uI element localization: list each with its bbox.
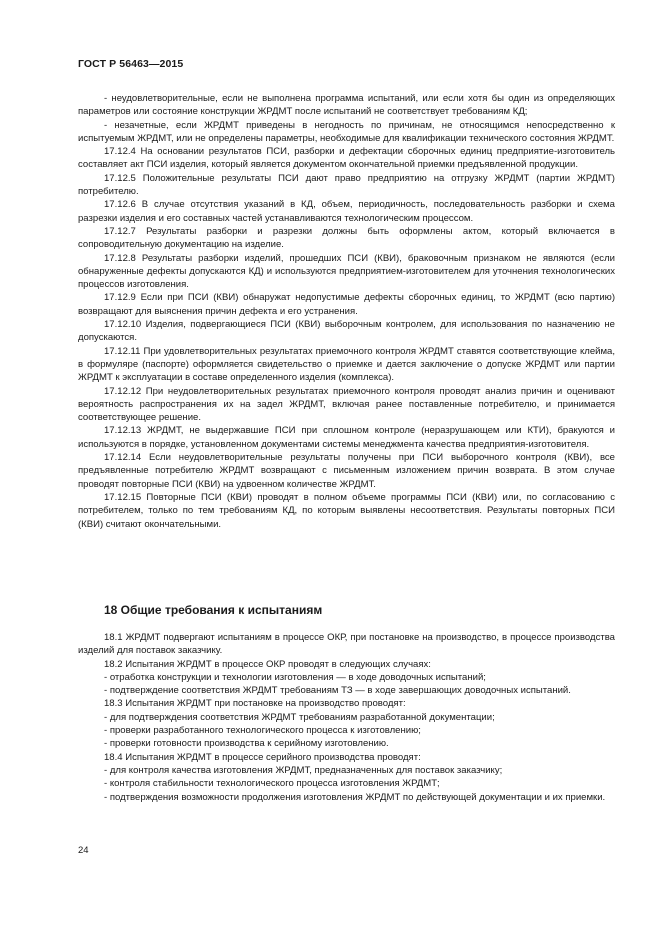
paragraph: 17.12.5 Положительные результаты ПСИ дают право предприятию на отгрузку ЖРДМТ (партии ЖРДМТ) потребителю. [78,172,615,198]
paragraph: 17.12.8 Результаты разборки изделий, прошедших ПСИ (КВИ), браковочным признаком не являются (если обнаруженные дефекты допускаются КД) и используются предприятием-изготовителем для уточнения технологических процессов изготовления. [78,252,615,291]
list-item: - проверки готовности производства к серийному изготовлению. [104,738,389,750]
paragraph: 17.12.11 При удовлетворительных результатах приемочного контроля ЖРДМТ ставятся соответствующие клейма, в формуляре (паспорте) оформляется свидетельство о приемке и дается заключение о допуске ЖРДМТ или партии ЖРДМТ к эксплуатации в составе определенного изделия (комплекса). [78,345,615,384]
list-item: - подтверждение соответствия ЖРДМТ требованиям ТЗ — в ходе завершающих доводочных испытаний. [104,685,571,697]
paragraph: 18.2 Испытания ЖРДМТ в процессе ОКР проводят в следующих случаях: [104,658,431,670]
paragraph: 17.12.4 На основании результатов ПСИ, разборки и дефектации сборочных единиц предприятие-изготовитель составляет акт ПСИ изделия, который является документом окончательной приемки предъявленной продукции. [78,146,615,171]
paragraph: 17.12.9 Если при ПСИ (КВИ) обнаружат недопустимые дефекты сборочных единиц, то ЖРДМТ (всю партию) возвращают для выяснения причин дефекта и его устранения. [78,292,615,317]
paragraph: 17.12.14 Если неудовлетворительные результаты получены при ПСИ выборочного контроля (КВИ), все предъявленные потребителю ЖРДМТ возвращают с письменным изложением причин возврата. В этом случае проводят повторные ПСИ (КВИ) на удвоенном количестве ЖРДМТ. [78,452,615,490]
paragraph: 17.12.7 Результаты разборки и разрезки должны быть оформлены актом, который включается в сопроводительную документацию на изделие. [78,225,615,251]
paragraph: 17.12.6 В случае отсутствия указаний в КД, объем, периодичность, последовательность разборки и схема разрезки изделия и его составных частей устанавливаются технологическим процессом. [78,199,615,224]
list-item: - контроля стабильности технологического процесса изготовления ЖРДМТ; [104,778,440,790]
paragraph: 17.12.13 ЖРДМТ, не выдержавшие ПСИ при сплошном контроле (неразрушающем или КТИ), бракуются и используются в порядке, установленном документами системы менеджмента качества предприятия-изготовителя. [78,425,615,450]
list-item: - подтверждения возможности продолжения изготовления ЖРДМТ по действующей документации и их приемки. [104,791,606,803]
paragraph: - неудовлетворительные, если не выполнена программа испытаний, или если хотя бы один из определяющих параметров или состояние конструкции ЖРДМТ после испытаний не соответствует требованиям КД; [78,93,615,118]
document-header: ГОСТ Р 56463—2015 [78,58,184,70]
section-title: 18 Общие требования к испытаниям [104,603,323,617]
paragraph: 17.12.12 При неудовлетворительных результатах приемочного контроля проводят анализ причин и оценивают вероятность распространения их на задел ЖРДМТ, включая ранее поставленные потребителю, и принимается соответствующее решение. [78,385,615,424]
text-block-18 [78,631,615,804]
paragraph: 17.12.15 Повторные ПСИ (КВИ) проводят в полном объеме программы ПСИ (КВИ) или, по согласованию с потребителем, только по тем требованиям КД, по которым выявлены несоответствия. Результаты повторных ПСИ (КВИ) считают окончательными. [78,491,615,530]
paragraph: - незачетные, если ЖРДМТ приведены в негодность по причинам, не относящимся непосредственно к испытуемым ЖРДМТ, или не определены параметры, необходимые для квалификации технического состояния ЖРДМТ. [78,119,615,144]
list-item: - проверки разработанного технологического процесса к изготовлению; [104,725,421,737]
page-number: 24 [78,845,89,856]
paragraph: 18.1 ЖРДМТ подвергают испытаниям в процессе ОКР, при постановке на производство, в процессе производства изделий для поставок заказчику. [78,632,615,657]
paragraph: 17.12.10 Изделия, подвергающиеся ПСИ (КВИ) выборочным контролем, для использования по назначению не допускаются. [78,319,615,344]
paragraph: 18.4 Испытания ЖРДМТ в процессе серийного производства проводят: [104,751,421,763]
list-item: - для контроля качества изготовления ЖРДМТ, предназначенных для поставок заказчику; [104,764,503,776]
paragraph: 18.3 Испытания ЖРДМТ при постановке на производство проводят: [104,698,406,710]
text-block-17-12 [78,92,615,531]
list-item: - отработка конструкции и технологии изготовления — в ходе доводочных испытаний; [104,671,486,683]
list-item: - для подтверждения соответствия ЖРДМТ требованиям разработанной документации; [104,711,495,723]
